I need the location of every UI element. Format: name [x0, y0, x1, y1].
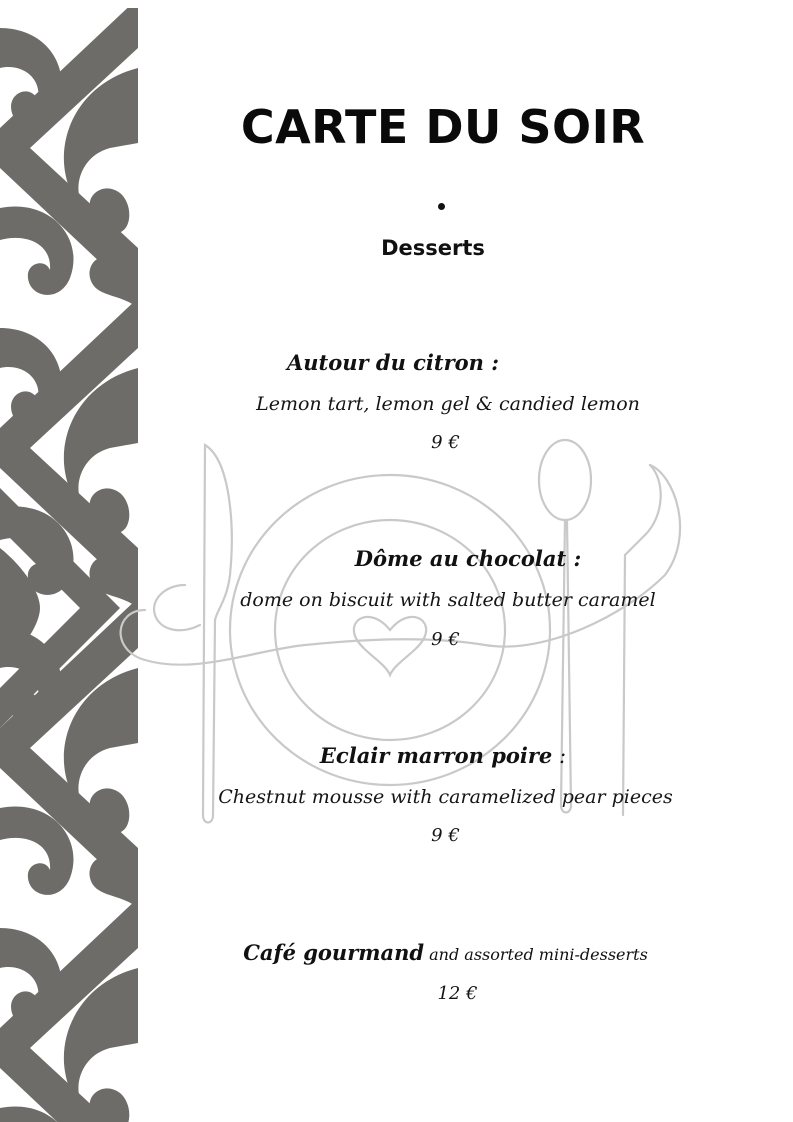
menu-title: CARTE DU SOIR: [240, 100, 646, 154]
dessert-price: 12 €: [437, 983, 478, 1004]
dessert-price: 9 €: [431, 629, 460, 650]
dessert-name: Dôme au chocolat :: [354, 546, 582, 571]
dessert-line: [168, 940, 723, 965]
dessert-description: Chestnut mousse with caramelized pear pieces: [218, 786, 673, 808]
dessert-description: Lemon tart, lemon gel & candied lemon: [256, 393, 640, 415]
dessert-price: 9 €: [431, 825, 460, 846]
section-heading: Desserts: [381, 236, 485, 260]
dessert-description: and assorted mini-desserts: [424, 945, 648, 964]
title-bullet-icon: [438, 203, 445, 210]
dessert-description: dome on biscuit with salted butter caramel: [240, 589, 656, 611]
dessert-name-colon: :: [552, 744, 567, 768]
dessert-price: 9 €: [431, 432, 460, 453]
dessert-name: Autour du citron :: [286, 350, 500, 375]
dessert-name-text: Eclair marron poire: [319, 743, 553, 768]
dessert-name: Café gourmand: [243, 940, 425, 965]
dessert-name: [268, 743, 618, 768]
